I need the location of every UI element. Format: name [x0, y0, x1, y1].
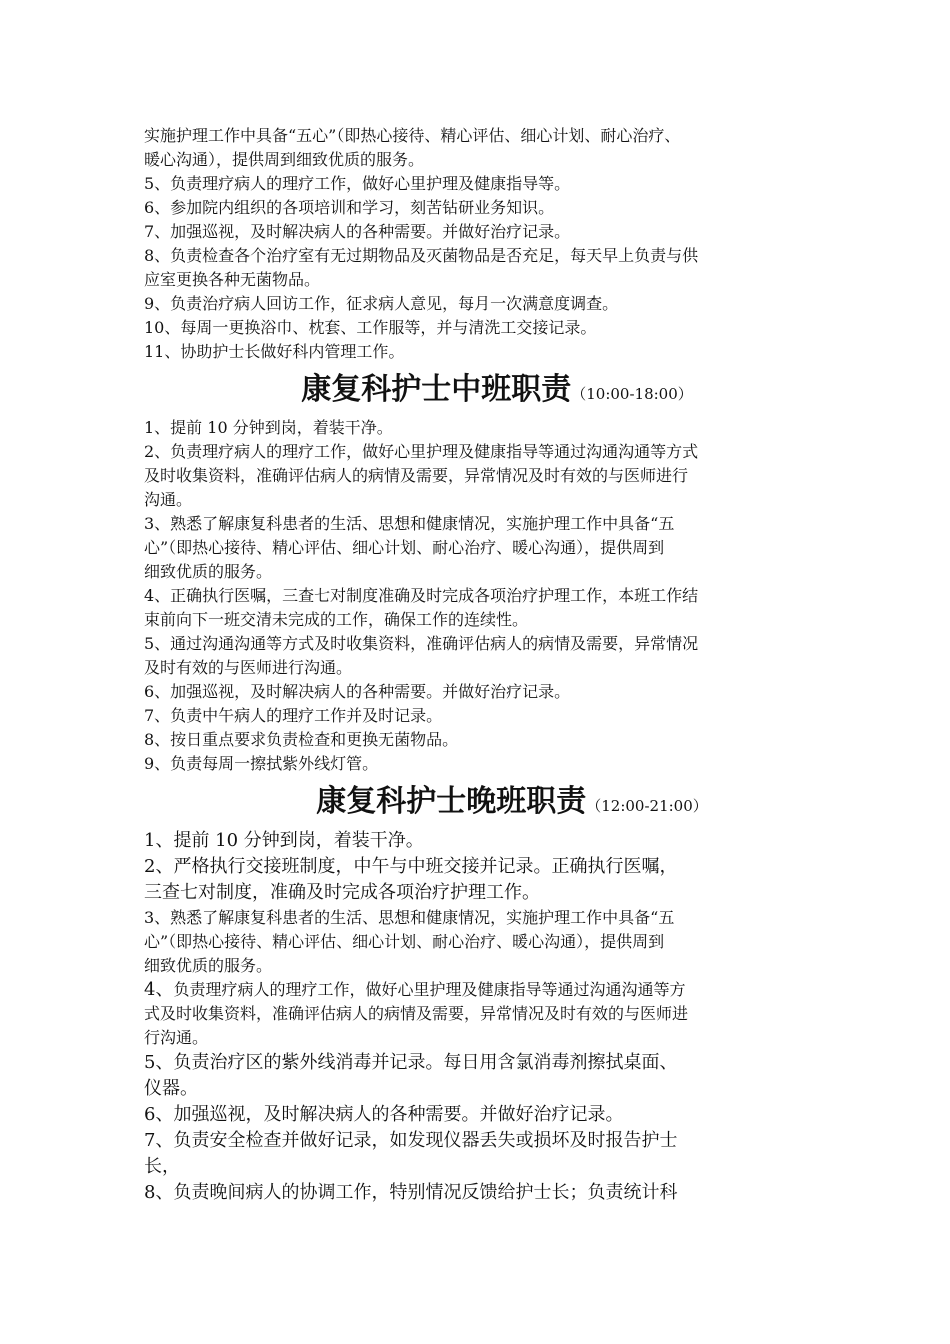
evening-shift-title: 康复科护士晚班职责	[316, 784, 587, 819]
morning-shift-continuation	[144, 124, 830, 364]
text-line: 10、每周一更换浴巾、枕套、工作服等，并与清洗工交接记录。	[144, 318, 597, 337]
middle-shift-duties	[144, 416, 830, 776]
text-line	[144, 978, 830, 1002]
text-line: 细致优质的服务。	[144, 562, 273, 581]
text-line: 4、正确执行医嘱，三查七对制度准确及时完成各项治疗护理工作，本班工作结	[144, 586, 699, 605]
text-line: 1、提前 10 分钟到岗，着装干净。	[144, 418, 393, 437]
text-line: 长，	[144, 1156, 180, 1177]
text-line: 6、参加院内组织的各项培训和学习，刻苦钻研业务知识。	[144, 198, 555, 217]
text-line: 及时有效的与医师进行沟通。	[144, 658, 353, 677]
text-line: 1、提前 10 分钟到岗，着装干净。	[144, 830, 424, 851]
text-line: 束前向下一班交清未完成的工作，确保工作的连续性。	[144, 610, 529, 629]
evening-shift-heading	[194, 776, 830, 828]
evening-shift-time: （12:00-21:00）	[586, 797, 708, 815]
text-line: 7、负责中午病人的理疗工作并及时记录。	[144, 706, 443, 725]
text-line: 3、熟悉了解康复科患者的生活、思想和健康情况，实施护理工作中具备“五	[144, 514, 675, 533]
text-line: 行沟通。	[144, 1028, 209, 1047]
text-line: 8、按日重点要求负责检查和更换无菌物品。	[144, 730, 459, 749]
text-line: 9、负责每周一擦拭紫外线灯管。	[144, 754, 379, 773]
text-line: 仪器。	[144, 1078, 198, 1099]
text-line: 9、负责治疗病人回访工作，征求病人意见，每月一次满意度调查。	[144, 294, 619, 313]
item-number: 4、	[144, 979, 174, 1000]
text-line: 3、熟悉了解康复科患者的生活、思想和健康情况，实施护理工作中具备“五	[144, 908, 675, 927]
text-line: 细致优质的服务。	[144, 956, 273, 975]
document-body	[144, 124, 830, 1206]
text-line: 6、加强巡视，及时解决病人的各种需要。并做好治疗记录。	[144, 1104, 624, 1125]
middle-shift-title: 康复科护士中班职责	[301, 372, 572, 407]
text-line: 2、负责理疗病人的理疗工作，做好心里护理及健康指导等通过沟通沟通等方式	[144, 442, 699, 461]
text-line: 及时收集资料，准确评估病人的病情及需要，异常情况及时有效的与医师进行	[144, 466, 689, 485]
text-line: 5、负责治疗区的紫外线消毒并记录。每日用含氯消毒剂擦拭桌面、	[144, 1052, 678, 1073]
text-line: 应室更换各种无菌物品。	[144, 270, 321, 289]
evening-shift-duties	[144, 828, 830, 1206]
text-line: 三查七对制度，准确及时完成各项治疗护理工作。	[144, 882, 540, 903]
text-line: 8、负责检查各个治疗室有无过期物品及灭菌物品是否充足，每天早上负责与供	[144, 246, 699, 265]
text-line: 7、加强巡视，及时解决病人的各种需要。并做好治疗记录。	[144, 222, 571, 241]
text-line: 5、负责理疗病人的理疗工作，做好心里护理及健康指导等。	[144, 174, 571, 193]
text-line: 7、负责安全检查并做好记录，如发现仪器丢失或损坏及时报告护士	[144, 1130, 678, 1151]
text-line: 8、负责晚间病人的协调工作，特别情况反馈给护士长；负责统计科	[144, 1182, 678, 1203]
text-line: 6、加强巡视，及时解决病人的各种需要。并做好治疗记录。	[144, 682, 571, 701]
text-line: 实施护理工作中具备“五心”（即热心接待、精心评估、细心计划、耐心治疗、	[144, 126, 681, 145]
text-line: 5、通过沟通沟通等方式及时收集资料，准确评估病人的病情及需要，异常情况	[144, 634, 699, 653]
item-text: 负责理疗病人的理疗工作，做好心里护理及健康指导等通过沟通沟通等方	[173, 980, 686, 999]
text-line: 沟通。	[144, 490, 193, 509]
text-line: 式及时收集资料，准确评估病人的病情及需要，异常情况及时有效的与医师进	[144, 1004, 689, 1023]
middle-shift-time: （10:00-18:00）	[571, 385, 693, 403]
text-line: 心”（即热心接待、精心评估、细心计划、耐心治疗、暖心沟通），提供周到	[144, 538, 665, 557]
text-line: 2、严格执行交接班制度，中午与中班交接并记录。正确执行医嘱，	[144, 856, 678, 877]
text-line: 心”（即热心接待、精心评估、细心计划、耐心治疗、暖心沟通），提供周到	[144, 932, 665, 951]
text-line: 暖心沟通），提供周到细致优质的服务。	[144, 150, 425, 169]
middle-shift-heading	[164, 364, 830, 416]
text-line: 11、协助护士长做好科内管理工作。	[144, 342, 405, 361]
